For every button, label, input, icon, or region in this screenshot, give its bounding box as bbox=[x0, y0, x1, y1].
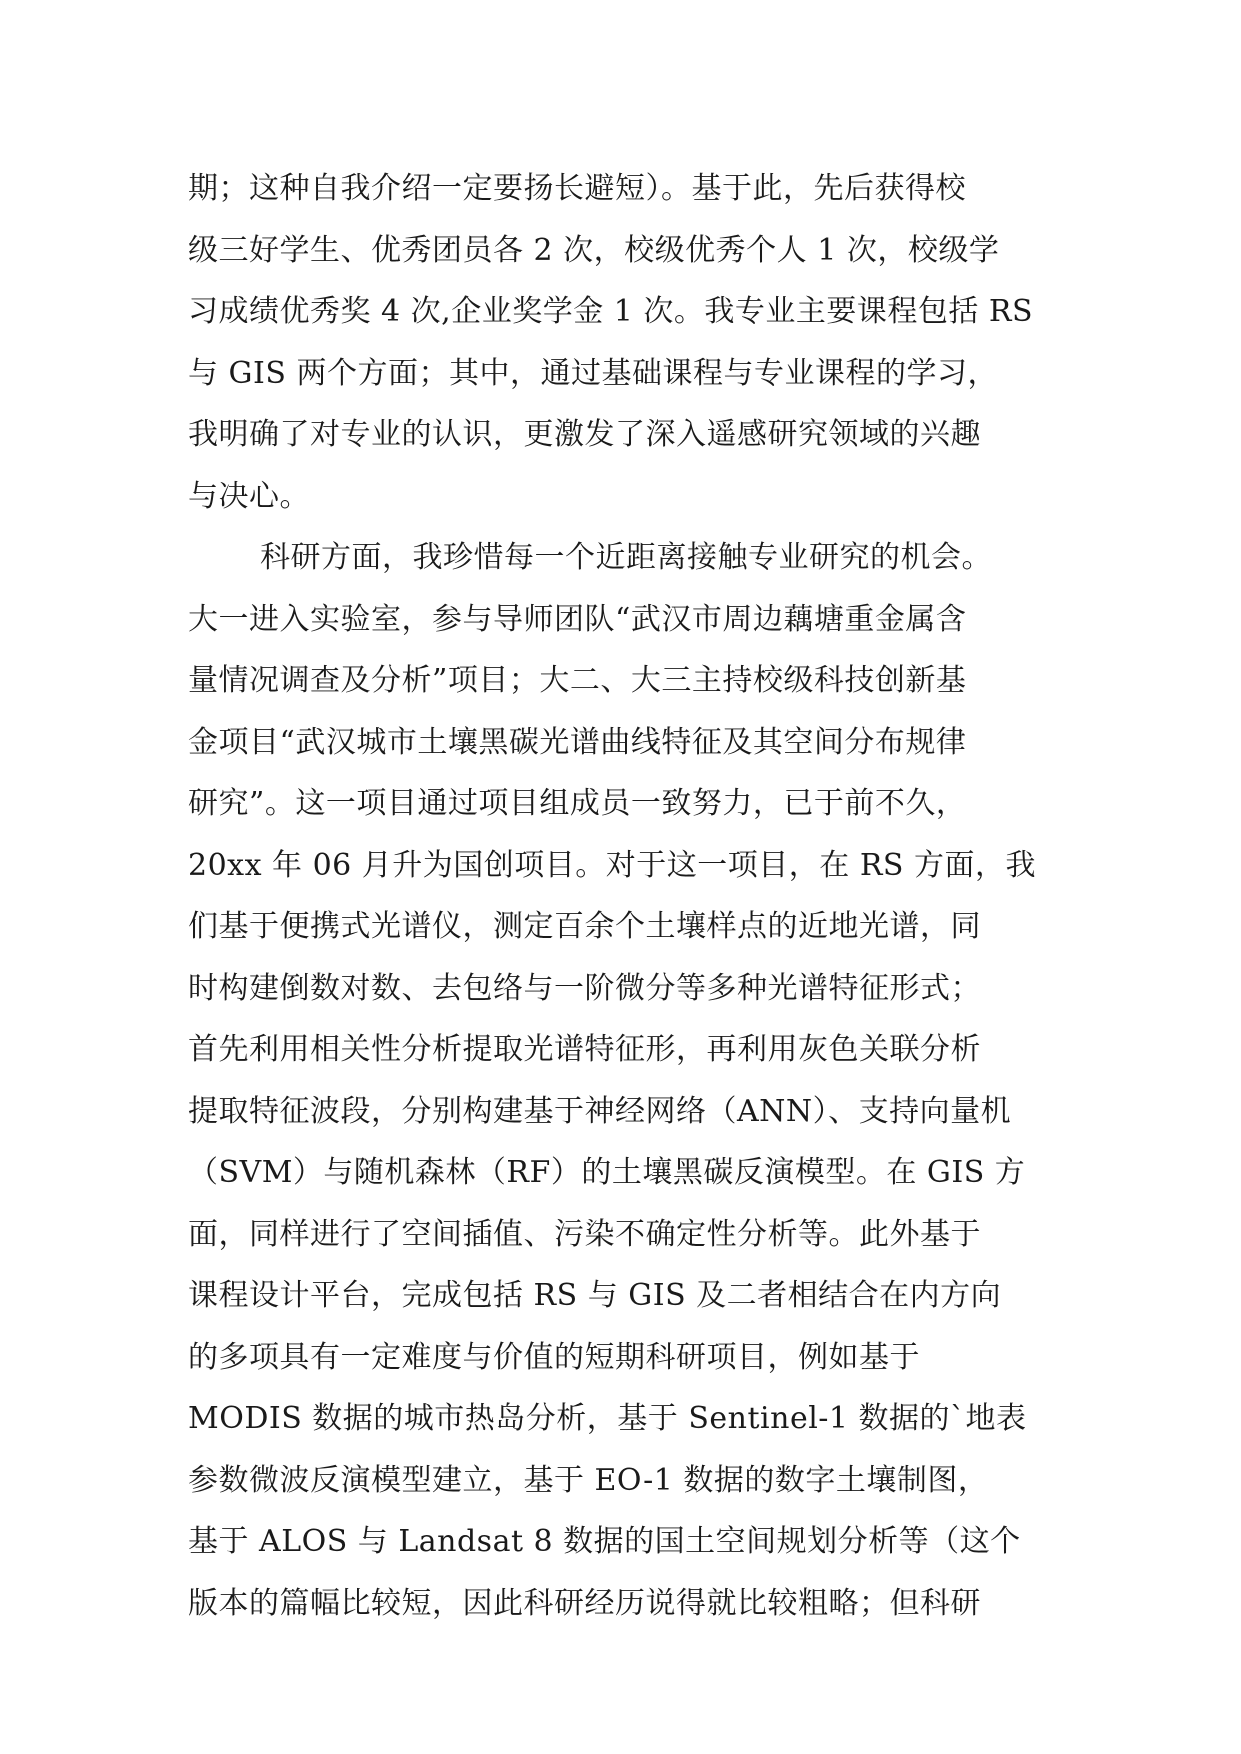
paragraph-research bbox=[188, 527, 1068, 1634]
text-line: 期；这种自我介绍一定要扬长避短）。基于此，先后获得校 bbox=[188, 171, 966, 206]
paragraph-self-intro bbox=[188, 158, 1068, 527]
text-line: MODIS 数据的城市热岛分析，基于 Sentinel-1 数据的`地表 bbox=[188, 1401, 1027, 1436]
text-line: 们基于便携式光谱仪，测定百余个土壤样点的近地光谱，同 bbox=[188, 909, 981, 944]
text-line: 版本的篇幅比较短，因此科研经历说得就比较粗略；但科研 bbox=[188, 1585, 981, 1621]
text-line: 量情况调查及分析”项目；大二、大三主持校级科技创新基 bbox=[188, 663, 967, 698]
text-line: 课程设计平台，完成包括 RS 与 GIS 及二者相结合在内方向 bbox=[188, 1278, 1002, 1313]
text-line: 首先利用相关性分析提取光谱特征形，再利用灰色关联分析 bbox=[188, 1032, 981, 1067]
text-line: 习成绩优秀奖 4 次,企业奖学金 1 次。我专业主要课程包括 RS bbox=[188, 294, 1034, 329]
text-line: 科研方面，我珍惜每一个近距离接触专业研究的机会。 bbox=[260, 540, 992, 575]
text-line: 的多项具有一定难度与价值的短期科研项目，例如基于 bbox=[188, 1339, 920, 1375]
text-line: 与决心。 bbox=[188, 478, 310, 514]
text-line: 参数微波反演模型建立，基于 EO-1 数据的数字土壤制图， bbox=[188, 1462, 989, 1498]
text-line: （SVM）与随机森林（RF）的土壤黑碳反演模型。在 GIS 方 bbox=[188, 1155, 1026, 1190]
text-line: 大一进入实验室，参与导师团队“武汉市周边藕塘重金属含 bbox=[188, 601, 967, 637]
text-line: 金项目“武汉城市土壤黑碳光谱曲线特征及其空间分布规律 bbox=[188, 724, 967, 760]
text-line: 研究”。这一项目通过项目组成员一致努力，已于前不久， bbox=[188, 786, 967, 821]
text-line: 提取特征波段，分别构建基于神经网络（ANN）、支持向量机 bbox=[188, 1093, 1012, 1129]
text-line: 20xx 年 06 月升为国创项目。对于这一项目，在 RS 方面，我 bbox=[188, 847, 1037, 883]
text-line: 级三好学生、优秀团员各 2 次，校级优秀个人 1 次，校级学 bbox=[188, 232, 1000, 268]
text-line: 与 GIS 两个方面；其中，通过基础课程与专业课程的学习， bbox=[188, 355, 998, 391]
text-line: 面，同样进行了空间插值、污染不确定性分析等。此外基于 bbox=[188, 1216, 981, 1252]
document-body bbox=[188, 158, 1068, 1634]
text-line: 时构建倒数对数、去包络与一阶微分等多种光谱特征形式； bbox=[188, 970, 981, 1006]
text-line: 我明确了对专业的认识，更激发了深入遥感研究领域的兴趣 bbox=[188, 417, 981, 452]
text-line: 基于 ALOS 与 Landsat 8 数据的国土空间规划分析等（这个 bbox=[188, 1524, 1021, 1559]
